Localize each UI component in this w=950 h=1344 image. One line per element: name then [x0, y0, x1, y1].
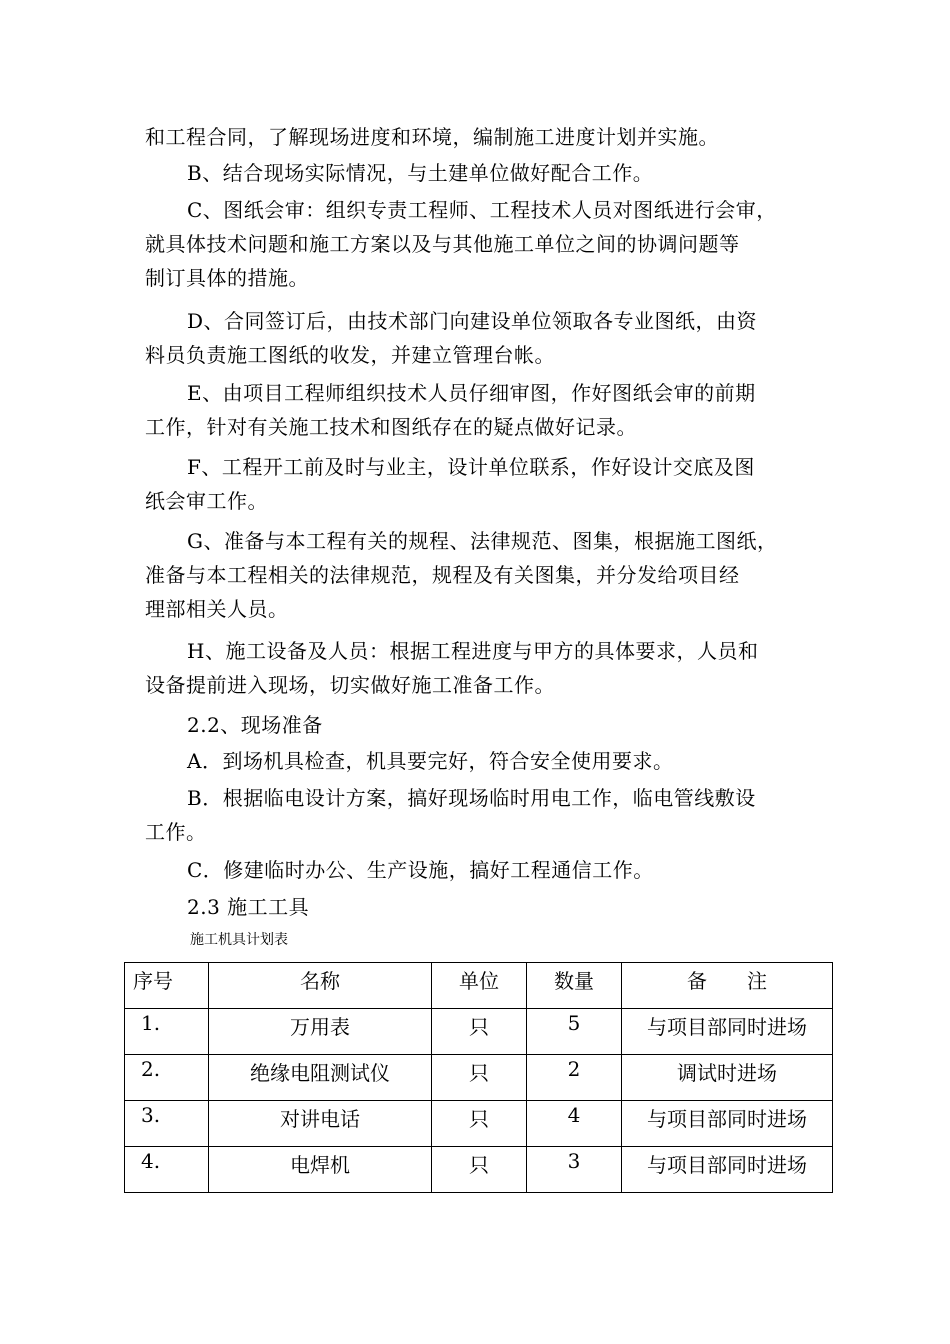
cell-unit: 只 — [432, 1101, 527, 1147]
tools-plan-table — [124, 962, 833, 1193]
cell-remarks: 与项目部同时进场 — [622, 1101, 833, 1147]
text-line: H、施工设备及人员：根据工程进度与甲方的具体要求，人员和 — [187, 639, 759, 663]
text-line: A．到场机具检查，机具要完好，符合安全使用要求。 — [187, 749, 674, 773]
text-line: E、由项目工程师组织技术人员仔细审图，作好图纸会审的前期 — [187, 381, 756, 405]
header-cell-remarks: 备 注 — [622, 963, 833, 1009]
cell-remarks: 与项目部同时进场 — [622, 1147, 833, 1193]
cell-index: 1. — [125, 1009, 209, 1055]
table-row — [125, 1101, 833, 1147]
section-heading-2-3 — [145, 890, 815, 924]
section-heading-2-2 — [145, 708, 815, 742]
header-cell-unit: 单位 — [432, 963, 527, 1009]
text-line: 工作，针对有关施工技术和图纸存在的疑点做好记录。 — [145, 415, 637, 439]
paragraph-d — [145, 304, 815, 372]
header-cell-index: 序号 — [125, 963, 209, 1009]
table-row — [125, 1147, 833, 1193]
text-line: C．修建临时办公、生产设施，搞好工程通信工作。 — [187, 858, 654, 882]
text-line: 理部相关人员。 — [145, 597, 289, 621]
cell-unit: 只 — [432, 1055, 527, 1101]
cell-name: 对讲电话 — [209, 1101, 432, 1147]
paragraph-c — [145, 193, 815, 295]
text-line: B、结合现场实际情况，与土建单位做好配合工作。 — [187, 161, 654, 185]
paragraph-e — [145, 376, 815, 444]
text-line: 设备提前进入现场，切实做好施工准备工作。 — [145, 673, 555, 697]
table-header-row — [125, 963, 833, 1009]
cell-remarks: 调试时进场 — [622, 1055, 833, 1101]
text-line: F、工程开工前及时与业主，设计单位联系，作好设计交底及图 — [187, 455, 755, 479]
paragraph-continuation — [145, 120, 815, 154]
table-caption: 施工机具计划表 — [190, 932, 288, 948]
table-row — [125, 1009, 833, 1055]
text-line: 料员负责施工图纸的收发，并建立管理台帐。 — [145, 343, 555, 367]
text-line: D、合同签订后，由技术部门向建设单位领取各专业图纸，由资 — [187, 309, 758, 333]
cell-quantity: 5 — [527, 1009, 622, 1055]
cell-name: 电焊机 — [209, 1147, 432, 1193]
text-line: 纸会审工作。 — [145, 489, 268, 513]
text-line: 工作。 — [145, 820, 207, 844]
paragraph-site-b — [145, 781, 815, 849]
paragraph-b — [145, 156, 815, 190]
text-line: C、图纸会审：组织专责工程师、工程技术人员对图纸进行会审， — [187, 198, 777, 222]
text-line: 2.2、现场准备 — [187, 713, 323, 737]
paragraph-f — [145, 450, 815, 518]
text-line: 和工程合同，了解现场进度和环境，编制施工进度计划并实施。 — [145, 125, 719, 149]
header-cell-name: 名称 — [209, 963, 432, 1009]
cell-quantity: 2 — [527, 1055, 622, 1101]
cell-index: 4. — [125, 1147, 209, 1193]
text-line: 就具体技术问题和施工方案以及与其他施工单位之间的协调问题等 — [145, 232, 740, 256]
header-cell-quantity: 数量 — [527, 963, 622, 1009]
paragraph-h — [145, 634, 815, 702]
cell-name: 万用表 — [209, 1009, 432, 1055]
table-row — [125, 1055, 833, 1101]
cell-quantity: 3 — [527, 1147, 622, 1193]
cell-name: 绝缘电阻测试仪 — [209, 1055, 432, 1101]
text-line: B．根据临电设计方案，搞好现场临时用电工作，临电管线敷设 — [187, 786, 756, 810]
cell-unit: 只 — [432, 1147, 527, 1193]
text-line: 准备与本工程相关的法律规范，规程及有关图集，并分发给项目经 — [145, 563, 740, 587]
paragraph-site-c — [145, 853, 815, 887]
cell-unit: 只 — [432, 1009, 527, 1055]
cell-quantity: 4 — [527, 1101, 622, 1147]
paragraph-g — [145, 524, 815, 626]
cell-index: 2. — [125, 1055, 209, 1101]
cell-remarks: 与项目部同时进场 — [622, 1009, 833, 1055]
text-line: 2.3 施工工具 — [187, 895, 310, 919]
text-line: G、准备与本工程有关的规程、法律规范、图集，根据施工图纸， — [187, 529, 778, 553]
cell-index: 3. — [125, 1101, 209, 1147]
paragraph-site-a — [145, 744, 815, 778]
text-line: 制订具体的措施。 — [145, 266, 309, 290]
